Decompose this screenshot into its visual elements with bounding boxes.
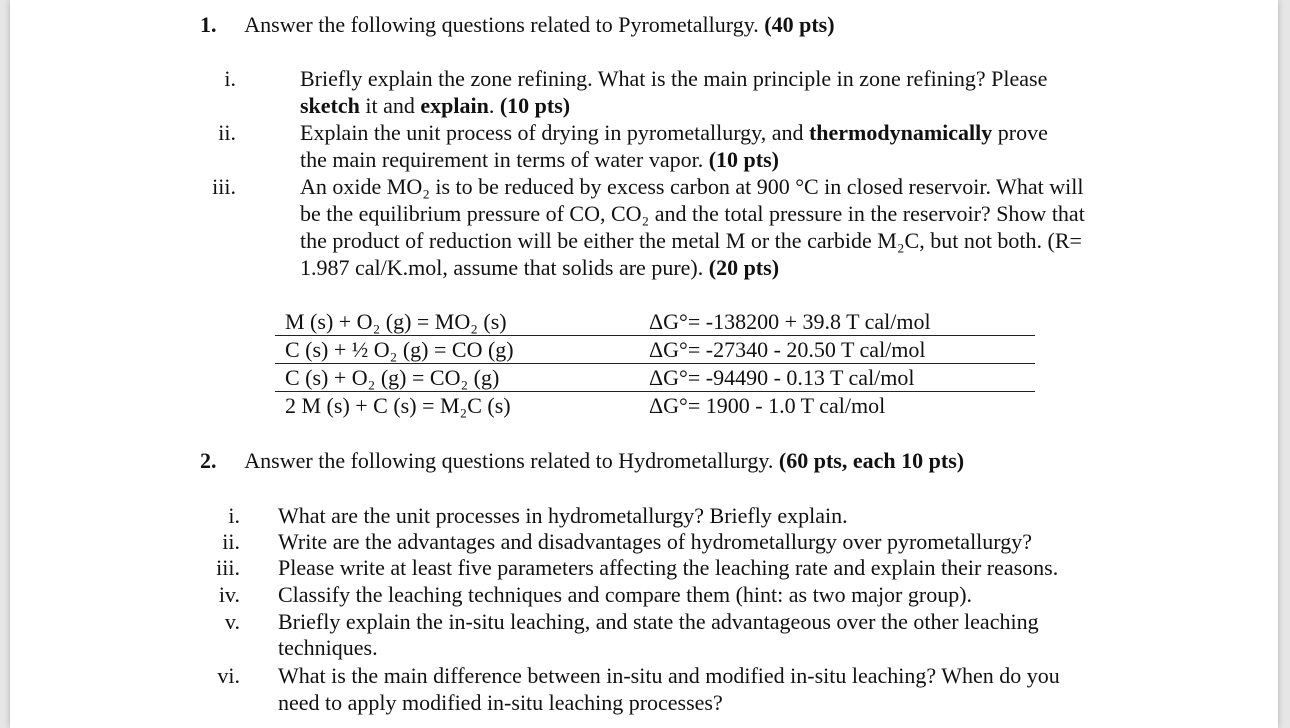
q1-item-i-explain: explain (420, 93, 489, 118)
reaction-equation: C (s) + O₂ (g) = CO₂ (g) (285, 365, 500, 390)
q2-item-iii-numeral: iii. (216, 555, 240, 580)
q1-item-ii-line-2 (300, 146, 779, 173)
question-2-heading (200, 448, 964, 474)
question-1-points: (40 pts) (764, 12, 835, 37)
q1-item-i-line-1: Briefly explain the zone refining. What is the main principle in zone refining? Please (300, 66, 1048, 91)
q1-item-ii-text-3: the main requirement in terms of water vapor. (300, 147, 709, 172)
document-page (10, 0, 1278, 728)
q1-item-iii-line-2: be the equilibrium pressure of CO, CO₂ and the total pressure in the reservoir? Show that (300, 201, 1085, 226)
reaction-equation: C (s) + ½ O₂ (g) = CO (g) (285, 337, 514, 362)
reaction-row (275, 392, 1035, 419)
q1-item-i-text-2: . (488, 93, 500, 118)
reaction-free-energy: ΔG°= -138200 + 39.8 T cal/mol (649, 309, 931, 334)
q1-item-i-sketch: sketch (300, 93, 360, 118)
q1-item-ii-points: (10 pts) (708, 147, 779, 172)
q2-item-vi-numeral: vi. (217, 663, 240, 688)
q1-item-ii-thermo: thermodynamically (808, 120, 993, 145)
q1-item-ii-line-1 (300, 119, 1048, 146)
q1-item-iii-text: 1.987 cal/K.mol, assume that solids are pure). (300, 255, 709, 280)
reaction-equation: 2 M (s) + C (s) = M₂C (s) (285, 393, 511, 418)
q2-item-i-line-1: What are the unit processes in hydrometallurgy? Briefly explain. (278, 503, 848, 528)
reaction-equation: M (s) + O₂ (g) = MO₂ (s) (285, 309, 507, 334)
question-2-points: (60 pts, each 10 pts) (778, 448, 965, 473)
q1-item-ii-numeral: ii. (218, 120, 236, 145)
question-2-number: 2. (200, 448, 217, 473)
reaction-row (275, 336, 1035, 364)
q2-item-v-numeral: v. (224, 609, 240, 634)
q2-item-vi-line-1: What is the main difference between in-situ and modified in-situ leaching? When do you (278, 663, 1060, 688)
question-1-heading (200, 12, 835, 38)
q1-item-ii-text: Explain the unit process of drying in pyrometallurgy, and (300, 120, 809, 145)
q2-item-i-numeral: i. (228, 503, 240, 528)
q2-item-iv-numeral: iv. (218, 582, 240, 607)
q1-item-i-points: (10 pts) (499, 93, 571, 118)
q2-item-ii-line-1: Write are the advantages and disadvantages of hydrometallurgy over pyrometallurgy? (278, 529, 1032, 554)
q1-item-i-numeral: i. (224, 66, 236, 91)
q1-item-iii-numeral: iii. (212, 174, 236, 199)
q1-item-i-line-2 (300, 92, 570, 119)
q1-item-iii-line-4 (300, 254, 779, 281)
q2-item-ii-numeral: ii. (222, 529, 240, 554)
q1-item-iii-line-3: the product of reduction will be either the metal M or the carbide M₂C, but not both. (R= (300, 228, 1082, 253)
q2-item-vi-line-2: need to apply modified in-situ leaching processes? (278, 690, 723, 715)
reaction-free-energy: ΔG°= -27340 - 20.50 T cal/mol (649, 337, 926, 362)
q2-item-iv-line-1: Classify the leaching techniques and compare them (hint: as two major group). (278, 582, 973, 607)
q1-item-ii-text-2: prove (992, 120, 1048, 145)
q1-item-iii-points: (20 pts) (708, 255, 780, 280)
q2-item-v-line-2: techniques. (278, 635, 378, 660)
reaction-free-energy: ΔG°= 1900 - 1.0 T cal/mol (649, 393, 886, 418)
question-2-title: Answer the following questions related to Hydrometallurgy. (244, 448, 774, 473)
question-1-title: Answer the following questions related to Pyrometallurgy. (244, 12, 759, 37)
q1-item-i-text: it and (359, 93, 421, 118)
q2-item-v-line-1: Briefly explain the in-situ leaching, and state the advantageous over the other leaching (278, 609, 1039, 634)
reaction-row (275, 364, 1035, 392)
reaction-row (275, 308, 1035, 336)
reaction-free-energy: ΔG°= -94490 - 0.13 T cal/mol (649, 365, 915, 390)
q2-item-iii-line-1: Please write at least five parameters affecting the leaching rate and explain their reasons. (278, 555, 1059, 580)
question-1-number: 1. (200, 12, 217, 37)
q1-item-iii-line-1: An oxide MO₂ is to be reduced by excess carbon at 900 °C in closed reservoir. What will (300, 174, 1084, 199)
